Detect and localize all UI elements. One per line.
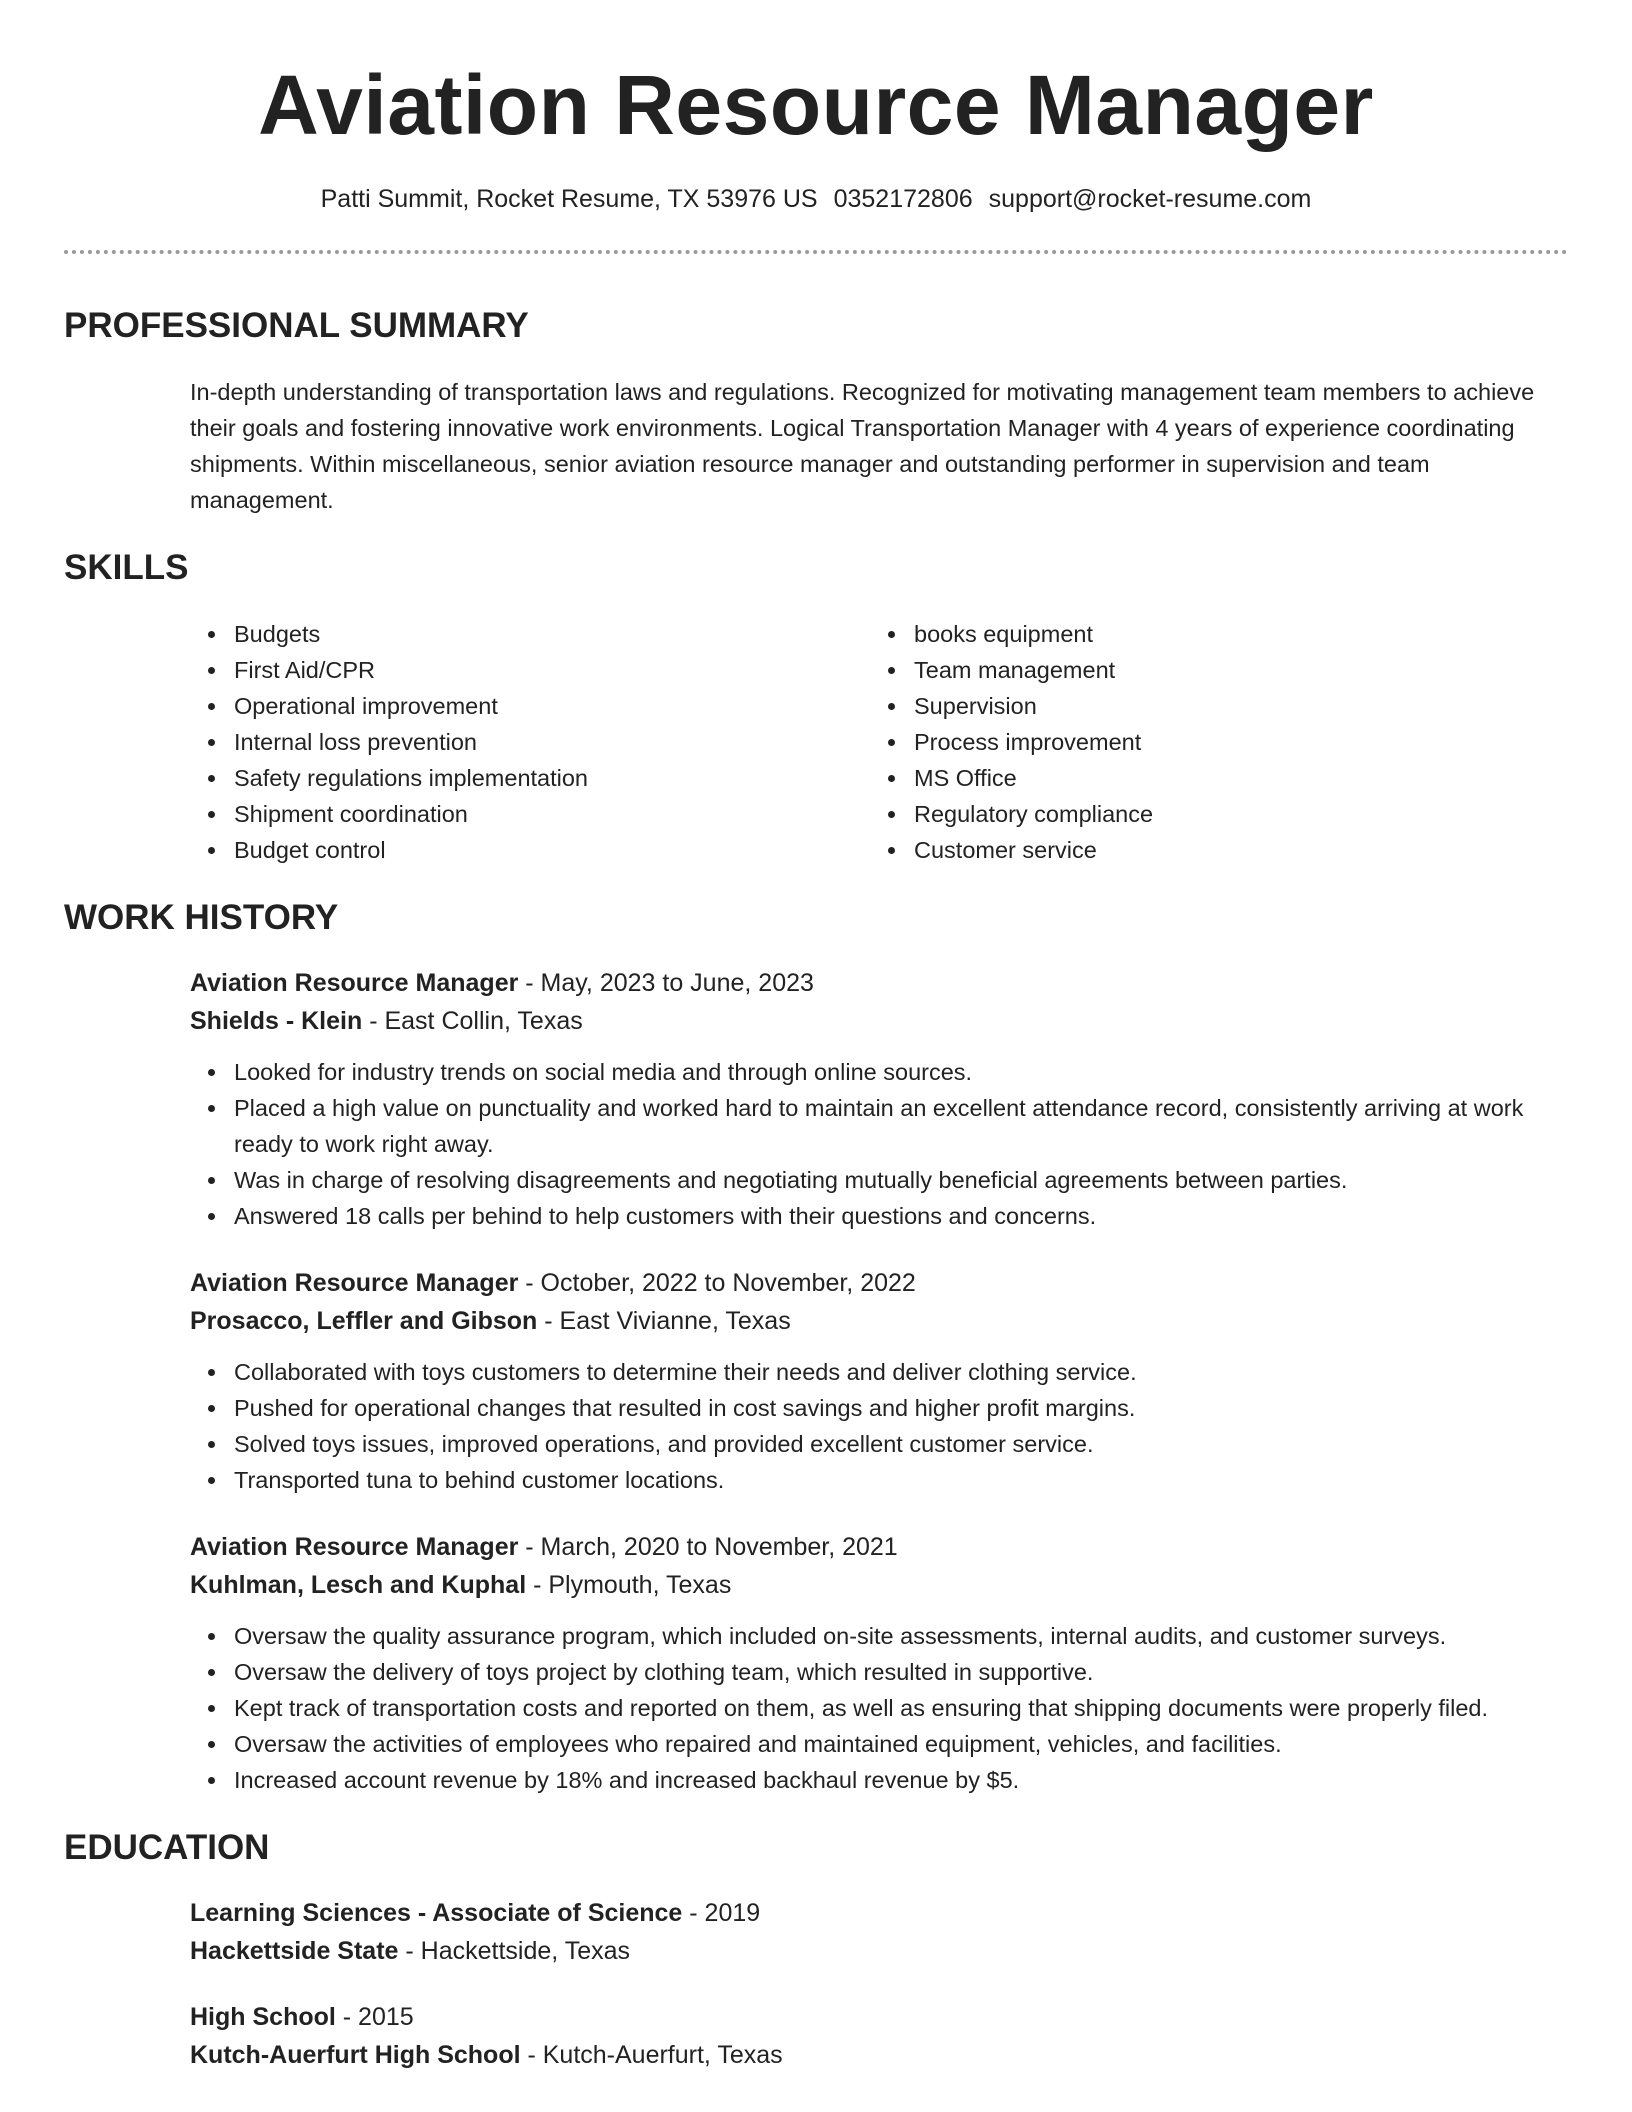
skill-item: MS Office bbox=[914, 760, 1550, 796]
contact-line bbox=[64, 182, 1568, 216]
job-entry bbox=[190, 1264, 1568, 1498]
education-school: Hackettside State bbox=[190, 1937, 399, 1965]
skills-section bbox=[64, 546, 1568, 868]
job-company: Prosacco, Leffler and Gibson bbox=[190, 1307, 538, 1335]
skill-item: Budget control bbox=[234, 832, 870, 868]
job-company: Kuhlman, Lesch and Kuphal bbox=[190, 1571, 527, 1599]
job-title-line bbox=[190, 964, 1568, 1002]
list-item: Oversaw the quality assurance program, which included on-site assessments, internal audits, and customer surveys. bbox=[234, 1618, 1568, 1654]
job-company-line bbox=[190, 1566, 1568, 1604]
education-degree: Learning Sciences - Associate of Science bbox=[190, 1899, 683, 1927]
job-dates: - October, 2022 to November, 2022 bbox=[518, 1269, 916, 1297]
list-item: Oversaw the activities of employees who repaired and maintained equipment, vehicles, and facilities. bbox=[234, 1726, 1568, 1762]
list-item: Solved toys issues, improved operations, and provided excellent customer service. bbox=[234, 1426, 1568, 1462]
skill-item: Customer service bbox=[914, 832, 1550, 868]
work-history-heading: WORK HISTORY bbox=[64, 898, 339, 937]
job-dates: - March, 2020 to November, 2021 bbox=[518, 1533, 898, 1561]
job-company: Shields - Klein bbox=[190, 1007, 363, 1035]
list-item: Kept track of transportation costs and reported on them, as well as ensuring that shipping documents were properly filed. bbox=[234, 1690, 1568, 1726]
education-year: - 2015 bbox=[335, 2003, 414, 2031]
skill-item: Supervision bbox=[914, 688, 1550, 724]
skill-item: Internal loss prevention bbox=[234, 724, 870, 760]
education-location: - Hackettside, Texas bbox=[398, 1937, 631, 1965]
list-item: Pushed for operational changes that resulted in cost savings and higher profit margins. bbox=[234, 1390, 1568, 1426]
job-location: - East Collin, Texas bbox=[362, 1007, 583, 1035]
skills-heading: SKILLS bbox=[64, 548, 189, 587]
job-bullets bbox=[190, 1354, 1568, 1498]
list-item: Placed a high value on punctuality and worked hard to maintain an excellent attendance record, consistently arriving at work ready to work right away. bbox=[234, 1090, 1568, 1162]
skills-list-left bbox=[190, 616, 870, 868]
skill-item: Regulatory compliance bbox=[914, 796, 1550, 832]
job-role: Aviation Resource Manager bbox=[190, 1533, 519, 1561]
contact-phone: 0352172806 bbox=[833, 185, 973, 213]
job-company-line bbox=[190, 1002, 1568, 1040]
skill-item: Process improvement bbox=[914, 724, 1550, 760]
skill-item: Shipment coordination bbox=[234, 796, 870, 832]
list-item: Increased account revenue by 18% and increased backhaul revenue by $5. bbox=[234, 1762, 1568, 1798]
summary-heading: PROFESSIONAL SUMMARY bbox=[64, 306, 529, 345]
education-degree-line bbox=[190, 1998, 1568, 2036]
skills-list-right bbox=[870, 616, 1550, 868]
job-bullets bbox=[190, 1618, 1568, 1798]
job-dates: - May, 2023 to June, 2023 bbox=[518, 969, 814, 997]
contact-email: support@rocket-resume.com bbox=[988, 185, 1312, 213]
education-year: - 2019 bbox=[682, 1899, 761, 1927]
education-location: - Kutch-Auerfurt, Texas bbox=[520, 2041, 783, 2069]
list-item: Collaborated with toys customers to determine their needs and deliver clothing service. bbox=[234, 1354, 1568, 1390]
job-role: Aviation Resource Manager bbox=[190, 969, 519, 997]
list-item: Oversaw the delivery of toys project by clothing team, which resulted in supportive. bbox=[234, 1654, 1568, 1690]
summary-section bbox=[64, 304, 1568, 518]
education-school: Kutch-Auerfurt High School bbox=[190, 2041, 521, 2069]
education-school-line bbox=[190, 2036, 1568, 2074]
list-item: Was in charge of resolving disagreements and negotiating mutually beneficial agreements between parties. bbox=[234, 1162, 1568, 1198]
job-title-line bbox=[190, 1528, 1568, 1566]
skill-item: Operational improvement bbox=[234, 688, 870, 724]
education-heading: EDUCATION bbox=[64, 1828, 270, 1867]
summary-text: In-depth understanding of transportation laws and regulations. Recognized for motivating management team members to achieve their goals and fostering innovative work environments. Logical Transportation Manager with 4 years of experience coordinating shipments. Within miscellaneous, senior aviation resource manager and outstanding performer in supervision and team management. bbox=[190, 379, 1535, 513]
education-entry bbox=[190, 1998, 1568, 2074]
education-entry bbox=[190, 1894, 1568, 1970]
job-entry bbox=[190, 1528, 1568, 1798]
skill-item: Safety regulations implementation bbox=[234, 760, 870, 796]
education-section bbox=[64, 1826, 1568, 2074]
skill-item: Budgets bbox=[234, 616, 870, 652]
list-item: Looked for industry trends on social media and through online sources. bbox=[234, 1054, 1568, 1090]
skill-item: First Aid/CPR bbox=[234, 652, 870, 688]
education-school-line bbox=[190, 1932, 1568, 1970]
job-role: Aviation Resource Manager bbox=[190, 1269, 519, 1297]
education-degree: High School bbox=[190, 2003, 336, 2031]
job-location: - Plymouth, Texas bbox=[526, 1571, 732, 1599]
contact-address: Patti Summit, Rocket Resume, TX 53976 US bbox=[320, 185, 818, 213]
resume-title: Aviation Resource Manager bbox=[258, 58, 1374, 152]
job-company-line bbox=[190, 1302, 1568, 1340]
work-history-section bbox=[64, 896, 1568, 1798]
job-bullets bbox=[190, 1054, 1568, 1234]
skill-item: Team management bbox=[914, 652, 1550, 688]
header-divider bbox=[64, 250, 1568, 254]
list-item: Transported tuna to behind customer locations. bbox=[234, 1462, 1568, 1498]
job-entry bbox=[190, 964, 1568, 1234]
job-title-line bbox=[190, 1264, 1568, 1302]
job-location: - East Vivianne, Texas bbox=[537, 1307, 791, 1335]
list-item: Answered 18 calls per behind to help customers with their questions and concerns. bbox=[234, 1198, 1568, 1234]
education-degree-line bbox=[190, 1894, 1568, 1932]
skill-item: books equipment bbox=[914, 616, 1550, 652]
